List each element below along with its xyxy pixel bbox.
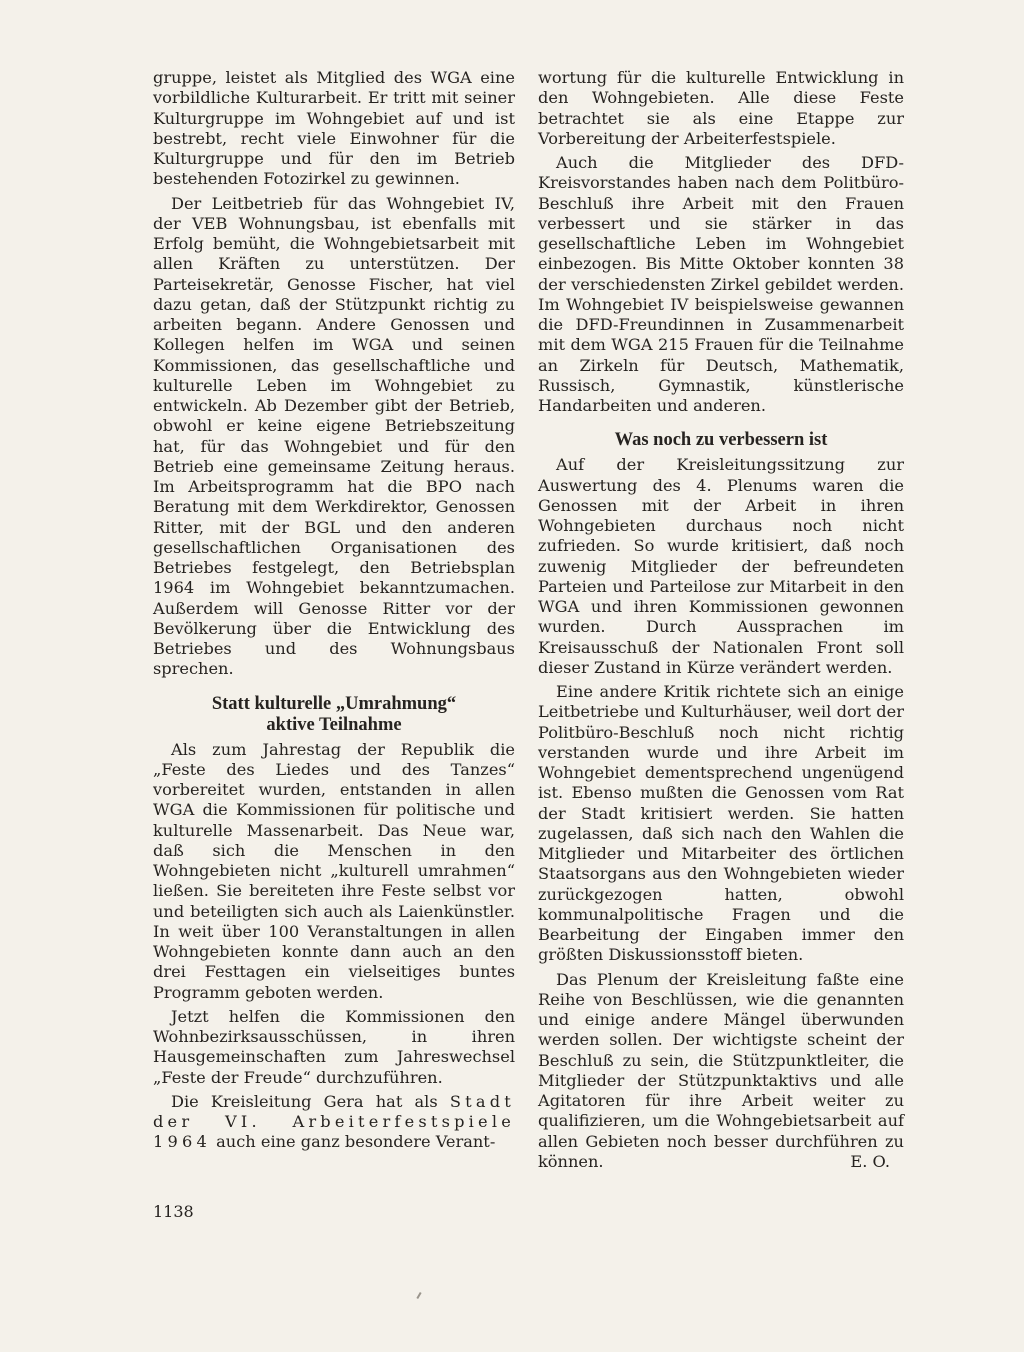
paragraph-text: Das Plenum der Kreisleitung faßte eine Reihe von Beschlüssen, wie die genannten und einige andere Mängel überwunden werden sollen. Der wichtigste scheint der Beschluß zu sein, die Stützpunktleiter, die Mitglieder der Stützpunktaktivs und alle Agitatoren für ihre Arbeit weiter zu qualifizieren, um die Wohngebietsarbeit auf allen Gebieten noch besser durchführen zu können. xyxy=(538,969,904,1171)
paragraph-text: auch eine ganz besondere Verant- xyxy=(216,1132,496,1152)
spaced-emphasis: Stadt der VI. Arbeiterfestspiele 1964 xyxy=(153,1091,515,1152)
paragraph: wortung für die kulturelle Entwicklung in den Wohngebieten. Alle diese Feste betrachtet sie als eine Etappe zur Vorbereitung der Arbeiterfestspiele. xyxy=(538,68,904,148)
left-column xyxy=(153,68,515,1157)
right-column xyxy=(538,68,904,1176)
heading-line: aktive Teilnahme xyxy=(266,714,402,735)
page-number: 1138 xyxy=(153,1202,194,1221)
paragraph xyxy=(538,970,904,1173)
paragraph: Eine andere Kritik richtete sich an einige Leitbetriebe und Kulturhäuser, weil dort der Politbüro-Beschluß noch nicht richtig verstanden wurde und ihre Arbeit im Wohngebiet dementsprechend ungenügend ist. Ebenso mußten die Genossen vom Rat der Stadt kritisiert werden. Sie hatten zugelassen, daß sich nach den Wahlen die Mitglieder und Mitarbeiter des örtlichen Staatsorgans aus den Wohngebieten wieder zurückgezogen hatten, obwohl kommunalpolitische Fragen und die Bearbeitung der Eingaben immer den größten Diskussionsstoff bieten. xyxy=(538,682,904,965)
scan-speck xyxy=(416,1292,421,1299)
section-heading-umrahmung xyxy=(153,694,515,736)
paragraph: Als zum Jahrestag der Republik die „Feste des Liedes und des Tanzes“ vorbereitet wurden, entstanden in allen WGA die Kommissionen für politische und kulturelle Massenarbeit. Das Neue war, daß sich die Menschen in den Wohngebieten nicht „kulturell umrahmen“ ließen. Sie bereiteten ihre Feste selbst vor und beteiligten sich auch als Laienkünstler. In weit über 100 Veranstaltungen in allen Wohngebieten konnte dann auch an den drei Festtagen ein vielseitiges buntes Programm geboten werden. xyxy=(153,739,515,1002)
paragraph: Jetzt helfen die Kommissionen den Wohnbezirksausschüssen, in ihren Hausgemeinschaften zum Jahreswechsel „Feste der Freude“ durchzuführen. xyxy=(153,1006,515,1087)
section-heading-verbessern: Was noch zu verbessern ist xyxy=(614,430,828,451)
paragraph xyxy=(153,1092,515,1153)
author-signature: E. O. xyxy=(850,1151,890,1171)
heading-line: Statt kulturelle „Umrahmung“ xyxy=(211,693,457,714)
paragraph: gruppe, leistet als Mitglied des WGA eine vorbildliche Kulturarbeit. Er tritt mit seiner Kulturgruppe im Wohngebiet auf und ist bestrebt, recht viele Einwohner für die Kulturgruppe und für den im Betrieb bestehenden Fotozirkel zu gewinnen. xyxy=(153,68,515,189)
paragraph-text: Die Kreisleitung Gera hat als xyxy=(171,1091,438,1111)
paragraph: Auch die Mitglieder des DFD-Kreisvorstandes haben nach dem Politbüro-Beschluß ihre Arbeit mit den Frauen verbessert und sie stärker in das gesellschaftliche Leben im Wohngebiet einbezogen. Bis Mitte Oktober konnten 38 der verschiedensten Zirkel gebildet werden. Im Wohngebiet IV beispielsweise gewannen die DFD-Freundinnen in Zusammenarbeit mit dem WGA 215 Frauen für die Teilnahme an Zirkeln für Deutsch, Mathematik, Russisch, Gymnastik, künstlerische Handarbeiten und anderen. xyxy=(538,153,904,415)
paragraph: Der Leitbetrieb für das Wohngebiet IV, der VEB Wohnungsbau, ist ebenfalls mit Erfolg bemüht, die Wohngebietsarbeit mit allen Kräften zu unterstützen. Der Parteisekretär, Genosse Fischer, hat viel dazu getan, daß der Stützpunkt richtig zu arbeiten begann. Andere Genossen und Kollegen helfen im WGA und seinen Kommissionen, das gesellschaftliche und kulturelle Leben im Wohngebiet zu entwickeln. Ab Dezember gibt der Betrieb, obwohl er keine eigene Betriebszeitung hat, für das Wohngebiet und für den Betrieb eine gemeinsame Zeitung heraus. Im Arbeitsprogramm hat die BPO nach Beratung mit dem Werkdirektor, Genossen Ritter, mit der BGL und den anderen gesellschaftlichen Organisationen des Betriebes festgelegt, den Betriebsplan 1964 im Wohngebiet bekanntzumachen. Außerdem will Genosse Ritter vor der Bevölkerung über die Entwicklung des Betriebes und des Wohnungsbaus sprechen. xyxy=(153,193,515,679)
paragraph: Auf der Kreisleitungssitzung zur Auswertung des 4. Plenums waren die Genossen mit der Arbeit in ihren Wohngebieten durchaus noch nicht zufrieden. So wurde kritisiert, daß noch zuwenig Mitglieder der befreundeten Parteien und Parteilose zur Mitarbeit in den WGA und ihren Kommissionen gewonnen wurden. Durch Aussprachen im Kreisausschuß der Nationalen Front soll dieser Zustand in Kürze verändert werden. xyxy=(538,455,904,677)
